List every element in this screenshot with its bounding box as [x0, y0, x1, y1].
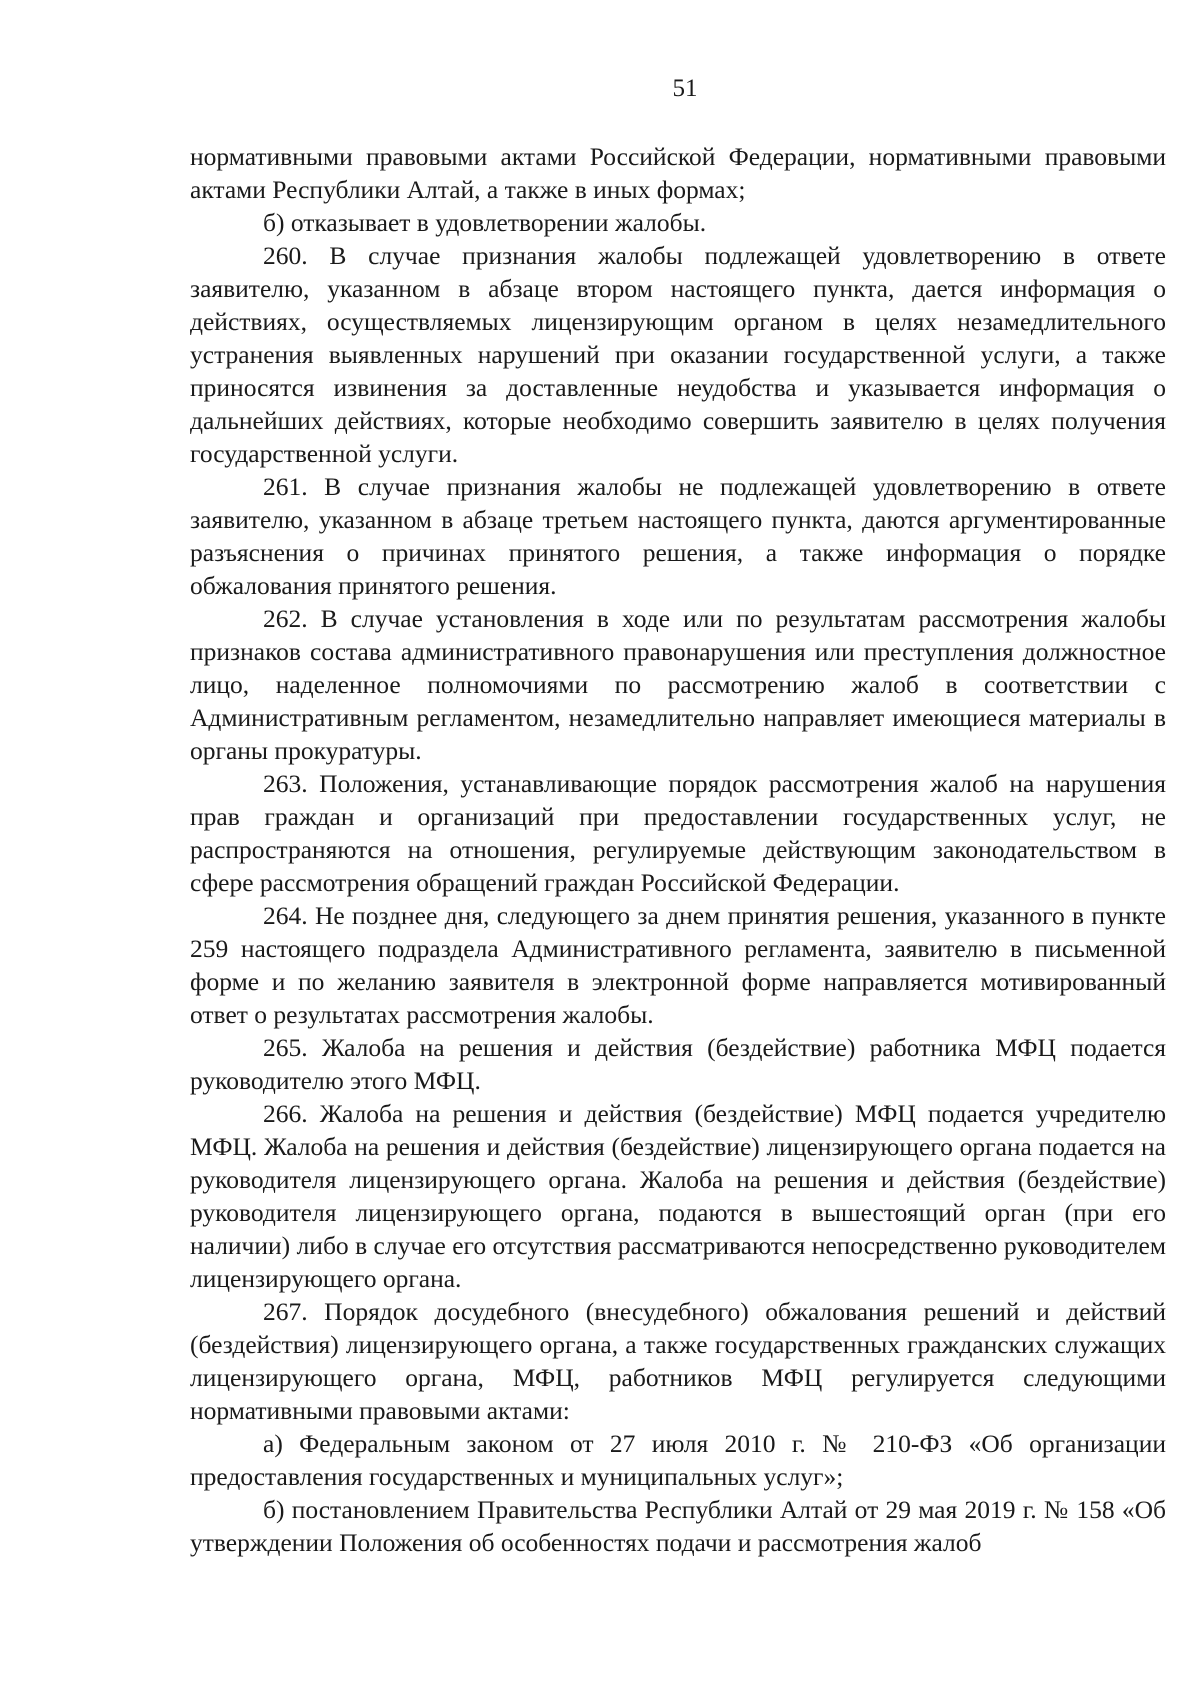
paragraph-261: 261. В случае признания жалобы не подлежащей удовлетворению в ответе заявителю, указанном в абзаце третьем настоящего пункта, даются аргументированные разъяснения о причинах принятого решения, а также информация о порядке обжалования принятого решения. — [190, 472, 1166, 600]
paragraph-263: 263. Положения, устанавливающие порядок рассмотрения жалоб на нарушения прав граждан и организаций при предоставлении государственных услуг, не распространяются на отношения, регулируемые действующим законодательством в сфере рассмотрения обращений граждан Российской Федерации. — [190, 769, 1166, 897]
document-body — [190, 140, 1166, 1559]
paragraph-item-b-resolution: б) постановлением Правительства Республики Алтай от 29 мая 2019 г. № 158 «Об утверждении Положения об особенностях подачи и рассмотрения жалоб — [190, 1495, 1166, 1557]
paragraph-262: 262. В случае установления в ходе или по результатам рассмотрения жалобы признаков состава административного правонарушения или преступления должностное лицо, наделенное полномочиями по рассмотрению жалоб в соответствии с Административным регламентом, незамедлительно направляет имеющиеся материалы в органы прокуратуры. — [190, 604, 1166, 765]
paragraph-267: 267. Порядок досудебного (внесудебного) обжалования решений и действий (бездействия) лицензирующего органа, а также государственных гражданских служащих лицензирующего органа, МФЦ, работников МФЦ регулируется следующими нормативными правовыми актами: — [190, 1297, 1166, 1425]
paragraph-264: 264. Не позднее дня, следующего за днем принятия решения, указанного в пункте 259 настоящего подраздела Административного регламента, заявителю в письменной форме и по желанию заявителя в электронной форме направляется мотивированный ответ о результатах рассмотрения жалобы. — [190, 901, 1166, 1029]
paragraph-260: 260. В случае признания жалобы подлежащей удовлетворению в ответе заявителю, указанном в абзаце втором настоящего пункта, дается информация о действиях, осуществляемых лицензирующим органом в целях незамедлительного устранения выявленных нарушений при оказании государственной услуги, а также приносятся извинения за доставленные неудобства и указывается информация о дальнейших действиях, которые необходимо совершить заявителю в целях получения государственной услуги. — [190, 241, 1166, 468]
page-number: 51 — [672, 75, 698, 102]
paragraph-266: 266. Жалоба на решения и действия (бездействие) МФЦ подается учредителю МФЦ. Жалоба на решения и действия (бездействие) лицензирующего органа подается на руководителя лицензирующего органа. Жалоба на решения и действия (бездействие) руководителя лицензирующего органа, подаются в вышестоящий орган (при его наличии) либо в случае его отсутствия рассматриваются непосредственно руководителем лицензирующего органа. — [190, 1099, 1166, 1293]
paragraph-265: 265. Жалоба на решения и действия (бездействие) работника МФЦ подается руководителю этого МФЦ. — [190, 1033, 1166, 1095]
paragraph-continuation: нормативными правовыми актами Российской Федерации, нормативными правовыми актами Республики Алтай, а также в иных формах; — [190, 142, 1166, 204]
paragraph-item-a-federal-law: а) Федеральным законом от 27 июля 2010 г. № 210-ФЗ «Об организации предоставления государственных и муниципальных услуг»; — [190, 1429, 1166, 1491]
paragraph-item-b-refuse: б) отказывает в удовлетворении жалобы. — [263, 208, 707, 237]
